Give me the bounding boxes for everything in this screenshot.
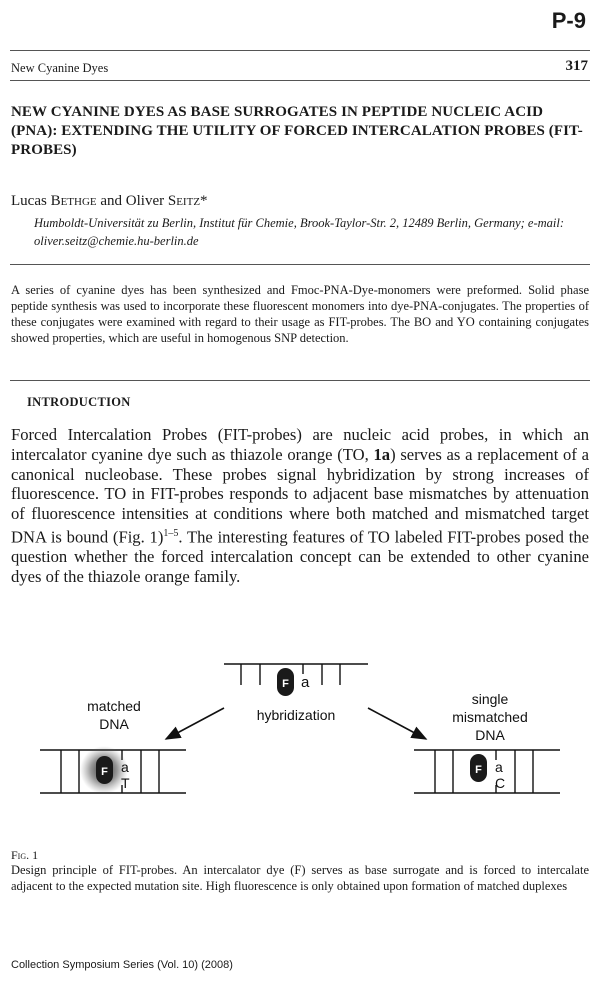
corresponding-star: *: [200, 193, 208, 209]
dye-letter-mismatched: F: [475, 764, 482, 776]
introduction-paragraph: [11, 425, 589, 587]
mismatch-label-line1: single: [471, 691, 509, 707]
mismatch-label-line2: mismatched: [452, 709, 528, 725]
figure-label: Fig. 1: [11, 848, 39, 862]
figure-1-diagram: [0, 640, 600, 840]
author-connector: and Oliver: [96, 193, 168, 209]
abstract-rule-top: [10, 264, 590, 265]
author-family-1: Bethge: [50, 193, 97, 209]
hybridization-label: hybridization: [256, 707, 336, 723]
header-rule-top: [10, 50, 590, 51]
abstract-rule-bottom: [10, 380, 590, 381]
citation-superscript: 1–5: [163, 527, 179, 539]
footer: Collection Symposium Series (Vol. 10) (2008): [11, 959, 233, 971]
dye-letter-matched: F: [101, 766, 108, 778]
intro-text-2: ) serves as a replacement of a canonical nucleobase. These probes signal hybridization by strong increases of fluorescence. TO in FIT-probes responds to adjacent base mismatches by attenuation of fluorescence intensities at conditions where both matched and mismatched target DNA is bound (Fig. 1): [11, 444, 589, 547]
dye-letter-probe: F: [282, 678, 289, 690]
arrow-to-mismatched: [368, 708, 426, 739]
header-rule-bottom: [10, 80, 590, 81]
page-number: 317: [565, 58, 588, 74]
matched-label-line1: matched: [87, 698, 141, 714]
author-line: [11, 193, 208, 210]
running-title: New Cyanine Dyes: [11, 61, 109, 75]
compound-ref: 1a: [373, 444, 391, 464]
probe-base-label: a: [301, 674, 310, 691]
affiliation: Humboldt-Universität zu Berlin, Institut für Chemie, Brook-Taylor-Str. 2, 12489 Berlin, Germany; e-mail: oliver.seitz@chemie.hu-berlin.de: [34, 216, 565, 248]
figure-caption: Design principle of FIT-probes. An intercalator dye (F) serves as base surrogate and is forced to intercalate adjacent to the expected mutation site. High fluorescence is only obtained upon formation of matched duplexes: [11, 863, 589, 893]
matched-target-base: T: [121, 775, 130, 791]
page-tag: P-9: [551, 8, 586, 33]
section-heading: INTRODUCTION: [27, 395, 131, 409]
intro-text-1: Forced Intercalation Probes (FIT-probes) are nucleic acid probes, in which an intercalator cyanine dye such as thiazole orange (TO,: [11, 425, 589, 464]
author-family-2: Seitz: [167, 193, 201, 209]
matched-duplex: [40, 746, 186, 794]
author-given-1: Lucas: [11, 193, 51, 209]
probe-strand: [224, 664, 368, 696]
mismatch-label-line3: DNA: [475, 727, 505, 743]
mismatched-duplex: [414, 750, 560, 793]
arrow-to-matched: [166, 708, 224, 739]
matched-probe-base: a: [121, 759, 129, 775]
matched-label-line2: DNA: [99, 716, 129, 732]
abstract: A series of cyanine dyes has been synthesized and Fmoc-PNA-Dye-monomers were preformed. Solid phase peptide synthesis was used to incorporate these fluorescent monomers into dye-PNA-conjugates. The properties of these conjugates were examined with regard to their usage as FIT-probes. The BO and YO containing conjugates showed properties, which are useful in homogenous SNP detection.: [11, 283, 589, 345]
mismatch-target-base: C: [495, 775, 506, 791]
mismatch-probe-base: a: [495, 759, 503, 775]
intro-text-3: . The interesting features of TO labeled FIT-probes posed the question whether the forced intercalation concept can be extended to other cyanine dyes of the thiazole orange family.: [11, 527, 589, 587]
article-title: NEW CYANINE DYES AS BASE SURROGATES IN PEPTIDE NUCLEIC ACID (PNA): EXTENDING THE UTILITY OF FORCED INTERCALATION PROBES (FIT-PROBES): [11, 104, 583, 158]
